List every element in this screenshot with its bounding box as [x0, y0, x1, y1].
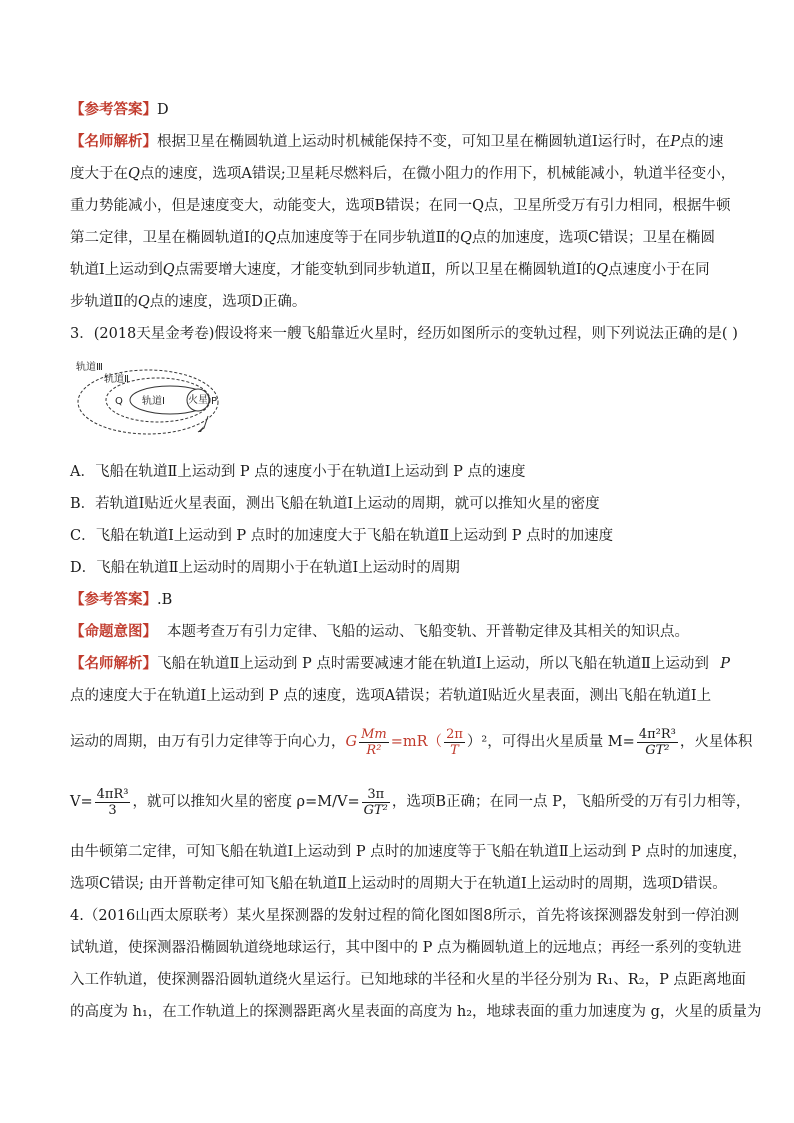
- analysis-text: V=: [70, 794, 93, 810]
- fraction-2pi-t: [444, 727, 465, 758]
- answer-tag: 【参考答案】: [70, 591, 157, 608]
- analysis-text: ，火星体积: [679, 734, 753, 750]
- fraction-mm-r2: [359, 727, 389, 758]
- point-label: Q: [459, 230, 472, 246]
- numerator: 4πR³: [96, 786, 129, 802]
- numerator: Mm: [361, 726, 387, 742]
- question-4-line-1: 4.（2016山西太原联考）某火星探测器的发射过程的简化图如图8所示，首先将该探测器发射到一停泊测: [70, 908, 739, 924]
- orbit-1-label: 轨道Ⅰ: [142, 396, 165, 407]
- answer-3-line: [70, 590, 730, 610]
- analysis-3-line-3: [70, 722, 753, 762]
- analysis-text: 点的加速度，选项C错误；卫星在椭圆: [471, 230, 715, 246]
- answer-value: .B: [157, 592, 173, 608]
- point-label: Q: [596, 262, 609, 278]
- analysis-line-3: [70, 196, 730, 216]
- analysis-3-line-6: 选项C错误; 由开普勒定律可知飞船在轨道Ⅱ上运动时的周期大于在轨道Ⅰ上运动时的周期，选项D错误。: [70, 876, 727, 892]
- option-c: C．飞船在轨道Ⅰ上运动到 P 点时的加速度大于飞船在轨道Ⅱ上运动到 P 点时的加速度: [70, 528, 614, 544]
- formula-g: G: [345, 734, 358, 750]
- point-label: Q: [264, 230, 277, 246]
- analysis-text: 运动的周期，由万有引力定律等于向心力，: [70, 734, 346, 750]
- analysis-text: 重力势能减小，但是速度变大，动能变大，选项B错误；在同一Q点，卫星所受万有引力相同，根据牛顿: [70, 198, 731, 214]
- question-4-line-4: 的高度为 h₁，在工作轨道上的探测器距离火星表面的高度为 h₂，地球表面的重力加速度为 g，火星的质量为: [70, 1004, 762, 1020]
- point-q-label: Q: [115, 396, 123, 407]
- analysis-text: 第二定律，卫星在椭圆轨道Ⅰ的: [70, 230, 265, 246]
- analysis-line-5: [70, 260, 730, 280]
- point-label: Q: [162, 262, 175, 278]
- point-label: Q: [128, 166, 140, 182]
- fraction-mass: [637, 727, 678, 758]
- analysis-text: 点的速: [680, 134, 724, 150]
- question-4-line-2: 试轨道，使探测器沿椭圆轨道绕地球运行，其中图中的 P 点为椭圆轨道上的远地点；再经一系列的变轨进: [70, 940, 742, 956]
- analysis-text: ，选项B正确；在同一点 P，飞船所受的万有引力相等，: [391, 794, 751, 810]
- analysis-line-1: [70, 132, 730, 152]
- answer-line: [70, 100, 730, 120]
- answer-value: D: [157, 102, 169, 118]
- analysis-3-line-5: 由牛顿第二定律，可知飞船在轨道Ⅰ上运动到 P 点时的加速度等于飞船在轨道Ⅱ上运动到 P 点时的加速度，: [70, 844, 748, 860]
- point-label: Q: [137, 294, 150, 310]
- denominator: T: [450, 742, 459, 758]
- denominator: R²: [366, 742, 382, 758]
- intent-tag: 【命题意图】: [70, 623, 157, 640]
- numerator: 4π²R³: [638, 726, 676, 742]
- option-b: B．若轨道Ⅰ贴近火星表面，测出飞船在轨道Ⅰ上运动的周期，就可以推知火星的密度: [70, 496, 600, 512]
- analysis-text: 步轨道Ⅱ的: [70, 294, 138, 310]
- analysis-text: 点加速度等于在同步轨道Ⅱ的: [276, 230, 460, 246]
- question-3-stem: 3．(2018天星金考卷)假设将来一艘飞船靠近火星时，经历如图所示的变轨过程，则下列说法正确的是( ): [70, 326, 738, 342]
- analysis-3-line-1: [70, 654, 730, 674]
- denominator: GT²: [645, 742, 670, 758]
- formula-text: ）²，可得出火星质量 M=: [466, 734, 635, 750]
- analysis-text: 点的速度，选项A错误;卫星耗尽燃料后，在微小阻力的作用下，机械能减小，轨道半径变小，: [139, 166, 736, 182]
- numerator: 3π: [362, 787, 390, 803]
- analysis-tag: 【名师解析】: [70, 133, 157, 150]
- option-a: A．飞船在轨道Ⅱ上运动到 P 点的速度小于在轨道Ⅰ上运动到 P 点的速度: [70, 464, 526, 480]
- orbit-2-label: 轨道Ⅱ: [104, 374, 129, 385]
- analysis-text: 飞船在轨道Ⅱ上运动到 P 点时需要减速才能在轨道Ⅰ上运动，所以飞船在轨道Ⅱ上运动到: [157, 656, 709, 672]
- analysis-text: ，就可以推知火星的密度 ρ=M/V=: [132, 794, 360, 810]
- denominator: GT²: [363, 802, 388, 818]
- option-d: D．飞船在轨道Ⅱ上运动时的周期小于在轨道Ⅰ上运动时的周期: [70, 560, 460, 576]
- point-label: P: [720, 656, 730, 672]
- analysis-tag: 【名师解析】: [70, 655, 157, 672]
- analysis-text: 点速度小于在同: [608, 262, 710, 278]
- orbit-diagram: [70, 358, 230, 448]
- analysis-text: 轨道Ⅰ上运动到: [70, 262, 163, 278]
- mars-label: 火星: [188, 395, 208, 406]
- analysis-3-line-4: [70, 782, 751, 822]
- analysis-line-4: [70, 228, 730, 248]
- fraction-density: [362, 787, 390, 818]
- analysis-text: 根据卫星在椭圆轨道上运动时机械能保持不变，可知卫星在椭圆轨道Ⅰ运行时，在: [157, 134, 671, 150]
- formula-text: =mR（: [390, 734, 443, 750]
- analysis-text: 点需要增大速度，才能变轨到同步轨道Ⅱ，所以卫星在椭圆轨道Ⅰ的: [174, 262, 597, 278]
- orbit-3-label: 轨道Ⅲ: [76, 362, 103, 373]
- analysis-text: 度大于在: [70, 166, 128, 182]
- answer-tag: 【参考答案】: [70, 101, 157, 118]
- numerator: 2π: [446, 726, 463, 742]
- analysis-text: 点的速度，选项D正确。: [149, 294, 307, 310]
- intent-text: 本题考查万有引力定律、飞船的运动、飞船变轨、开普勒定律及其相关的知识点。: [167, 624, 689, 640]
- denominator: 3: [108, 802, 117, 818]
- analysis-3-line-2: 点的速度大于在轨道Ⅰ上运动到 P 点的速度，选项A错误；若轨道Ⅰ贴近火星表面，测出飞船在轨道Ⅰ上: [70, 688, 712, 704]
- analysis-line-2: [70, 164, 736, 184]
- question-4-line-3: 入工作轨道，使探测器沿圆轨道绕火星运行。已知地球的半径和火星的半径分别为 R₁、R₂，P 点距离地面: [70, 972, 746, 988]
- point-label: P: [670, 134, 680, 150]
- point-p-label: P: [211, 396, 218, 407]
- intent-3-line: [70, 622, 730, 642]
- analysis-line-6: [70, 292, 730, 312]
- fraction-volume: [95, 787, 131, 818]
